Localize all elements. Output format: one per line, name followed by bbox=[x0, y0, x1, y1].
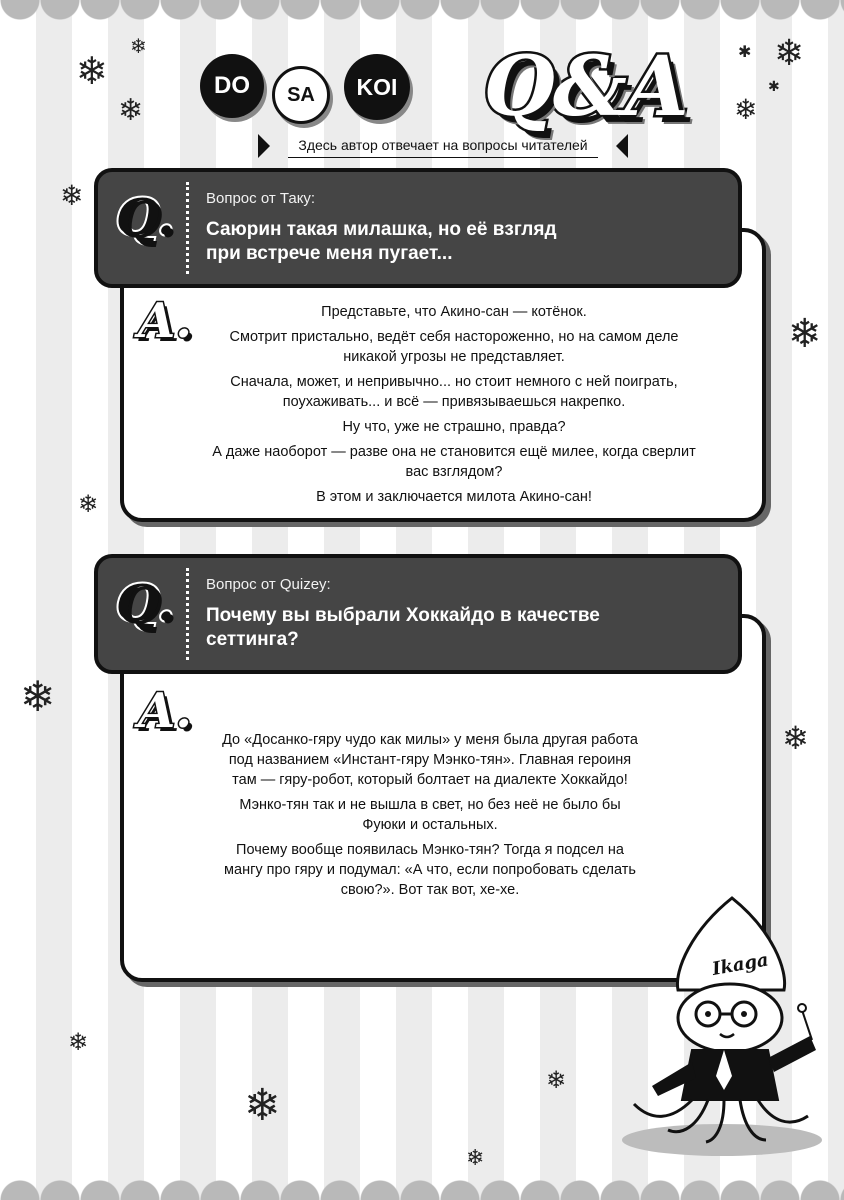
question-from: Вопрос от Таку: bbox=[206, 190, 316, 207]
snowflake-icon: ❄ bbox=[244, 1080, 281, 1131]
snowflake-icon: ❄ bbox=[78, 490, 99, 518]
squid-mascot bbox=[612, 890, 832, 1160]
question-text: Почему вы выбрали Хоккайдо в качестве сеттинга? bbox=[206, 605, 600, 650]
snowflake-icon: ❄ bbox=[466, 1146, 485, 1171]
answer-text bbox=[220, 730, 640, 905]
subtitle bbox=[258, 130, 628, 160]
answer-paragraph: Смотрит пристально, ведёт себя настороженно, но на самом деле никакой угрозы не представляет. bbox=[229, 329, 679, 365]
snowflake-icon: ✱ bbox=[738, 42, 752, 61]
answer-paragraph: Мэнко-тян так и не вышла в свет, но без неё не было бы Фуюки и остальных. bbox=[239, 797, 621, 833]
snowflake-icon: ❄ bbox=[60, 179, 84, 212]
answer-paragraph: До «Досанко-гяру чудо как милы» у меня была другая работа под названием «Инстант-гяру Мэнко-тян». Главная героиня там — гяру-робот, который болтает на диалекте Хоккайдо! bbox=[222, 732, 638, 788]
snowflake-icon: ❄ bbox=[76, 49, 108, 93]
answer-icon: A. bbox=[138, 293, 192, 349]
triangle-left-icon bbox=[616, 134, 628, 158]
qa-logo: Q&A bbox=[483, 39, 687, 135]
snowflake-icon: ❄ bbox=[734, 93, 758, 126]
badge-sa: SA bbox=[272, 66, 330, 124]
question-icon: Q. bbox=[116, 187, 175, 246]
answer-paragraph: Сначала, может, и непривычно... но стоит немного с ней поиграть, поухаживать... и всё — привязываешься накрепко. bbox=[230, 374, 678, 410]
answer-paragraph: А даже наоборот — разве она не становится ещё милее, когда сверлит вас взглядом? bbox=[212, 444, 696, 480]
snowflake-icon: ✱ bbox=[768, 79, 780, 95]
triangle-right-icon bbox=[258, 134, 270, 158]
snowflake-icon: ❄ bbox=[130, 34, 147, 58]
snowflake-icon: ❄ bbox=[118, 93, 144, 128]
snowflake-icon: ❄ bbox=[68, 1028, 89, 1056]
badge-koi: KOI bbox=[344, 54, 410, 120]
bottom-scallop-border bbox=[0, 1174, 844, 1200]
mascot-label: Ikaga bbox=[710, 949, 771, 980]
badge-do: DO bbox=[200, 54, 264, 118]
answer-icon: A. bbox=[138, 683, 192, 739]
answer-paragraph: В этом и заключается милота Акино-сан! bbox=[316, 489, 592, 505]
question-from: Вопрос от Quizey: bbox=[206, 576, 331, 593]
answer-paragraph: Ну что, уже не страшно, правда? bbox=[342, 419, 566, 435]
answer-text bbox=[204, 302, 704, 512]
top-scallop-border bbox=[0, 0, 844, 26]
question-box bbox=[94, 554, 742, 674]
snowflake-icon: ❄ bbox=[20, 672, 56, 721]
squid-mascot-icon bbox=[612, 890, 832, 1160]
question-box bbox=[94, 168, 742, 288]
answer-paragraph: Почему вообще появилась Мэнко-тян? Тогда я подсел на мангу про гяру и подумал: «А что, если попробовать сделать свою?». Вот так вот, хе-хе. bbox=[224, 842, 636, 898]
snowflake-icon: ❄ bbox=[774, 33, 805, 74]
question-text: Саюрин такая милашка, но её взгляд при встрече меня пугает... bbox=[206, 219, 557, 264]
question-icon: Q. bbox=[116, 573, 175, 632]
snowflake-icon: ❄ bbox=[782, 719, 809, 757]
snowflake-icon: ❄ bbox=[546, 1066, 567, 1094]
answer-paragraph: Представьте, что Акино-сан — котёнок. bbox=[321, 304, 587, 320]
subtitle-text: Здесь автор отвечает на вопросы читателей bbox=[298, 137, 588, 153]
snowflake-icon: ❄ bbox=[788, 311, 822, 357]
